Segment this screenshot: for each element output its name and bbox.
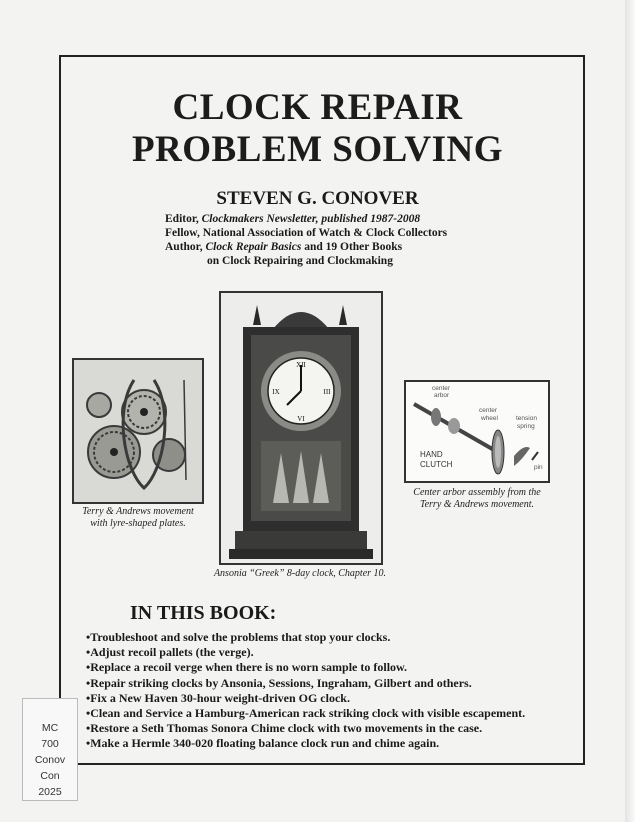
list-item: • Repair striking clocks by Ansonia, Sessions, Ingraham, Gilbert and others. <box>86 676 525 691</box>
clock-caption: Ansonia “Greek” 8-day clock, Chapter 10. <box>213 568 387 579</box>
list-item: • Make a Hermle 340-020 floating balance clock run and chime again. <box>86 736 525 751</box>
in-this-book-heading: IN THIS BOOK: <box>130 602 277 624</box>
list-item: • Restore a Seth Thomas Sonora Chime clock with two movements in the case. <box>86 721 525 736</box>
book-title-line-2: PROBLEM SOLVING <box>131 129 504 170</box>
list-item: • Replace a recoil verge when there is no worn sample to follow. <box>86 660 525 675</box>
list-item: • Clean and Service a Hamburg-American rack striking clock with visible escapement. <box>86 706 525 721</box>
author-credentials <box>165 212 447 268</box>
arbor-illustration <box>406 382 548 481</box>
credential-line: Editor, Clockmakers Newsletter, published 1987-2008 <box>165 213 421 225</box>
credential-line: Fellow, National Association of Watch & Clock Collectors <box>165 227 448 239</box>
label-center-wheel-1: center <box>479 407 498 414</box>
svg-text:IX: IX <box>272 388 280 396</box>
label-hand-clutch-1: HAND <box>420 450 443 459</box>
author-name: STEVEN G. CONOVER <box>216 188 419 209</box>
list-item: • Adjust recoil pallets (the verge). <box>86 645 525 660</box>
book-title-line-1: CLOCK REPAIR <box>172 87 463 128</box>
label-tension-1: tension <box>516 415 537 422</box>
svg-text:XII: XII <box>296 361 306 369</box>
arbor-caption: Center arbor assembly from the Terry & Andrews movement. <box>413 487 541 510</box>
svg-text:III: III <box>323 388 331 396</box>
credential-line: on Clock Repairing and Clockmaking <box>207 255 393 267</box>
label-hand-clutch-2: CLUTCH <box>420 460 453 469</box>
arbor-diagram <box>404 380 550 483</box>
label-center-arbor-2: arbor <box>434 392 450 399</box>
clock-illustration <box>221 293 381 563</box>
movement-photo <box>72 358 204 504</box>
movement-illustration <box>74 360 202 502</box>
contents-list <box>86 630 525 752</box>
label-tension-2: spring <box>517 423 535 430</box>
label-center-arbor-1: center <box>432 385 451 392</box>
label-pin: pin <box>534 464 543 471</box>
label-center-wheel-2: wheel <box>481 415 498 422</box>
library-call-number-label: MC 700 Conov Con 2025 <box>22 698 78 801</box>
list-item: • Fix a New Haven 30-hour weight-driven OG clock. <box>86 691 525 706</box>
clock-photo <box>219 291 383 565</box>
movement-caption: Terry & Andrews movement with lyre-shaped plates. <box>82 506 194 529</box>
list-item: • Troubleshoot and solve the problems that stop your clocks. <box>86 630 525 645</box>
svg-text:VI: VI <box>297 415 305 423</box>
credential-line: Author, Clock Repair Basics and 19 Other Books <box>165 241 403 253</box>
